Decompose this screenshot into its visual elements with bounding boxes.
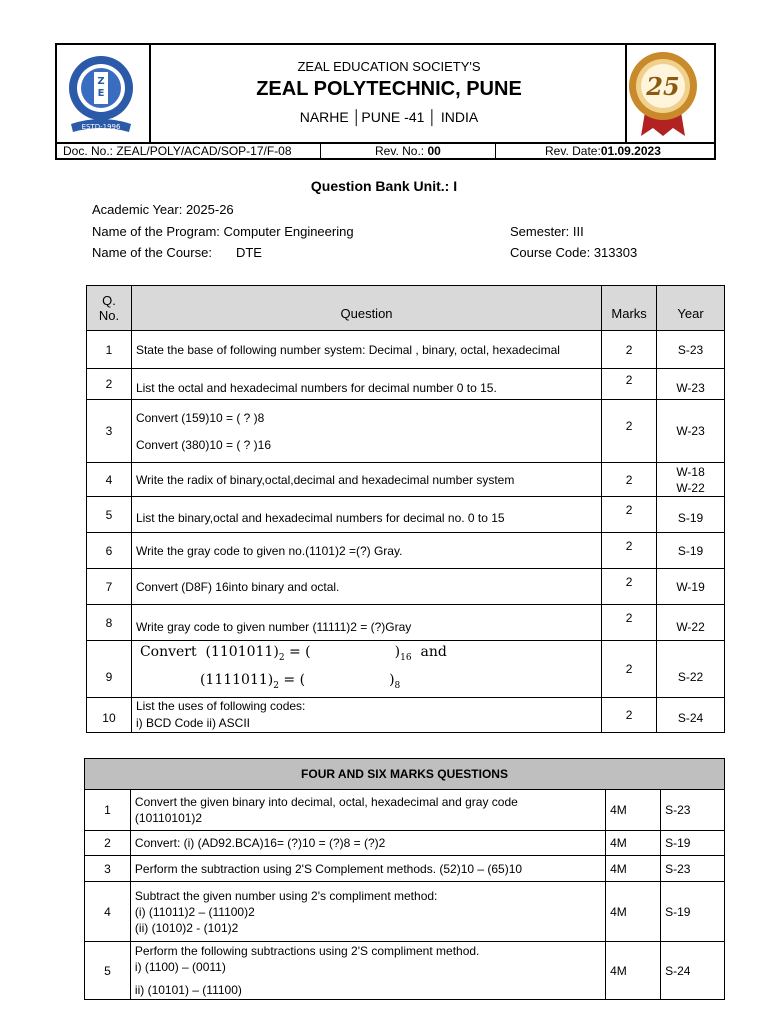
anniversary-badge-icon <box>627 50 699 138</box>
table-row: 10 List the uses of following codes: i) BCD Code ii) ASCII 2 S-24 <box>87 697 725 732</box>
society-name: ZEAL EDUCATION SOCIETY'S <box>297 59 481 74</box>
program-name: Name of the Program: Computer Engineering <box>92 224 354 239</box>
column-header: Marks <box>602 286 657 331</box>
svg-text:ESTD-1996: ESTD-1996 <box>81 123 121 131</box>
table-row: 4 Write the radix of binary,octal,decimal and hexadecimal number system 2 W-18 W-22 <box>87 463 725 497</box>
column-header: Q. No. <box>87 286 132 331</box>
conversion-formula: Convert $(1101011)_2$ = ( )$_{16}$ and $(1111011)_2$ = ( )$_8$ <box>131 641 601 698</box>
table-row: 2 Convert: (i) (AD92.BCA)16= (?)10 = (?)8 = (?)2 4M S-19 <box>85 831 725 856</box>
doc-number: Doc. No.: ZEAL/POLY/ACAD/SOP-17/F-08 <box>63 144 292 158</box>
course-code: Course Code: 313303 <box>510 245 638 260</box>
svg-text:25: 25 <box>646 72 680 101</box>
semester: Semester: III <box>510 224 584 239</box>
header-divider <box>495 144 496 160</box>
four-six-marks-question-table <box>84 758 725 1000</box>
table-row: 3 Perform the subtraction using 2'S Complement methods. (52)10 – (65)10 4M S-23 <box>85 856 725 882</box>
table-row: 5 List the binary,octal and hexadecimal numbers for decimal no. 0 to 15 2 S-19 <box>87 497 725 533</box>
table-row: 9 Convert $(1101011)_2$ = ( )$_{16}$ and $(1111011)_2$ = ( )$_8$ 2 S-22 <box>87 641 725 698</box>
table-row: 1 State the base of following number system: Decimal , binary, octal, hexadecimal 2 S-23 <box>87 331 725 369</box>
table-header-row <box>85 759 725 790</box>
zeal-logo-icon <box>67 54 135 134</box>
revision-number: Rev. No.: 00 <box>375 144 441 158</box>
two-marks-question-table <box>86 285 725 733</box>
column-header: Question <box>131 286 601 331</box>
table-row: 2 List the octal and hexadecimal numbers for decimal number 0 to 15. 2 W-23 <box>87 369 725 400</box>
course-name: Name of the Course: DTE <box>92 245 262 260</box>
table-row: 4 Subtract the given number using 2's compliment method: (i) (11011)2 – (11100)2 (ii) (1010)2 - (101)2 4M S-19 <box>85 882 725 942</box>
institute-location: NARHE │PUNE -41 │ INDIA <box>299 109 479 125</box>
table-row: 3 Convert (159)10 = ( ? )8 Convert (380)10 = ( ? )16 2 W-23 <box>87 400 725 463</box>
page-title: Question Bank Unit.: I <box>310 178 458 194</box>
table-row: 6 Write the gray code to given no.(1101)2 =(?) Gray. 2 S-19 <box>87 533 725 569</box>
header-divider <box>320 144 321 160</box>
svg-text:E: E <box>97 88 105 99</box>
table-row: 1 Convert the given binary into decimal, octal, hexadecimal and gray code (10110101)2 4M S-23 <box>85 790 725 831</box>
column-header: Year <box>657 286 725 331</box>
section-heading: FOUR AND SIX MARKS QUESTIONS <box>85 759 725 790</box>
document-header <box>55 43 716 160</box>
table-row: 8 Write gray code to given number (11111)2 = (?)Gray 2 W-22 <box>87 605 725 641</box>
academic-year: Academic Year: 2025-26 <box>92 202 234 217</box>
header-divider <box>149 45 151 144</box>
table-header-row <box>87 286 725 331</box>
table-row: 5 Perform the following subtractions using 2'S compliment method. i) (1100) – (0011) ii) (10101) – (11100) 4M S-24 <box>85 942 725 1000</box>
header-divider <box>625 45 627 144</box>
table-row: 7 Convert (D8F) 16into binary and octal. 2 W-19 <box>87 569 725 605</box>
revision-date: Rev. Date:01.09.2023 <box>545 144 661 158</box>
svg-text:Z: Z <box>97 76 105 87</box>
institute-name: ZEAL POLYTECHNIC, PUNE <box>256 78 522 100</box>
